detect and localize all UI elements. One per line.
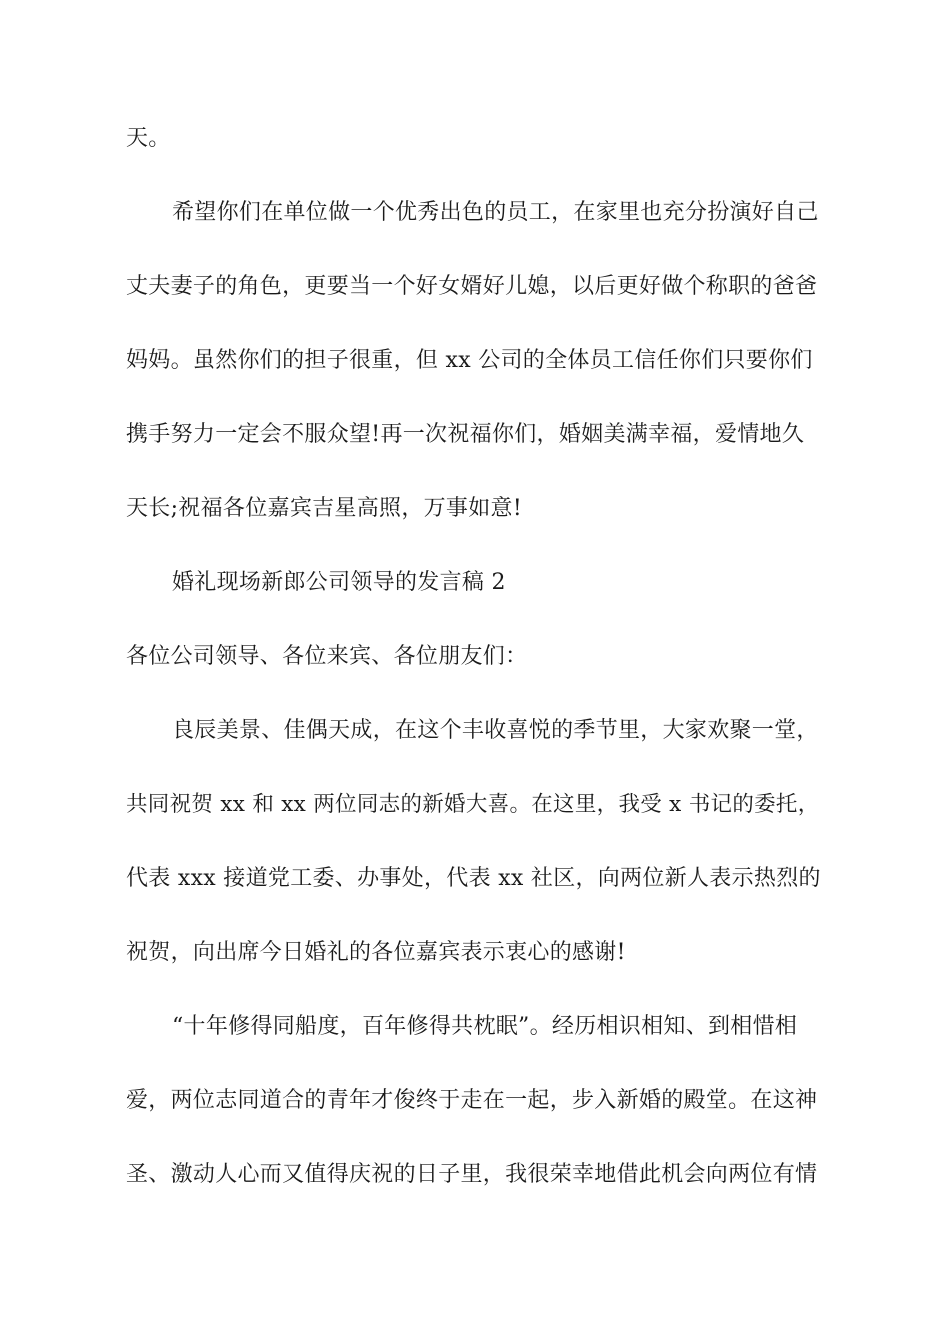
section-heading: 婚礼现场新郎公司领导的发言稿 2: [172, 570, 506, 595]
text-line: “十年修得同船度，百年修得共枕眠”。经历相识相知、到相惜相: [172, 1014, 798, 1039]
text-line: 代表 xxx 接道党工委、办事处，代表 xx 社区，向两位新人表示热烈的: [126, 866, 821, 891]
text-line: 丈夫妻子的角色，更要当一个好女婿好儿媳，以后更好做个称职的爸爸: [126, 274, 818, 299]
text-line: 共同祝贺 xx 和 xx 两位同志的新婚大喜。在这里，我受 x 书记的委托，: [126, 792, 820, 817]
document-body: [126, 102, 826, 1212]
text-line: 爱，两位志同道合的青年才俊终于走在一起，步入新婚的殿堂。在这神: [126, 1088, 818, 1113]
text-line: 携手努力一定会不服众望!再一次祝福你们，婚姻美满幸福，爱情地久: [126, 422, 805, 447]
text-line: 希望你们在单位做一个优秀出色的员工，在家里也充分扮演好自己: [172, 200, 819, 225]
salutation: 各位公司领导、各位来宾、各位朋友们：: [126, 644, 528, 669]
text-line: 祝贺，向出席今日婚礼的各位嘉宾表示衷心的感谢!: [126, 940, 626, 965]
text-line: 妈妈。虽然你们的担子很重，但 xx 公司的全体员工信任你们只要你们: [126, 348, 813, 373]
text-line: 圣、激动人心而又值得庆祝的日子里，我很荣幸地借此机会向两位有情: [126, 1162, 818, 1187]
text-line: 良辰美景、佳偶天成，在这个丰收喜悦的季节里，大家欢聚一堂，: [172, 718, 819, 743]
text-line: 天长;祝福各位嘉宾吉星高照，万事如意!: [126, 496, 522, 521]
text-line: 天。: [126, 126, 171, 151]
